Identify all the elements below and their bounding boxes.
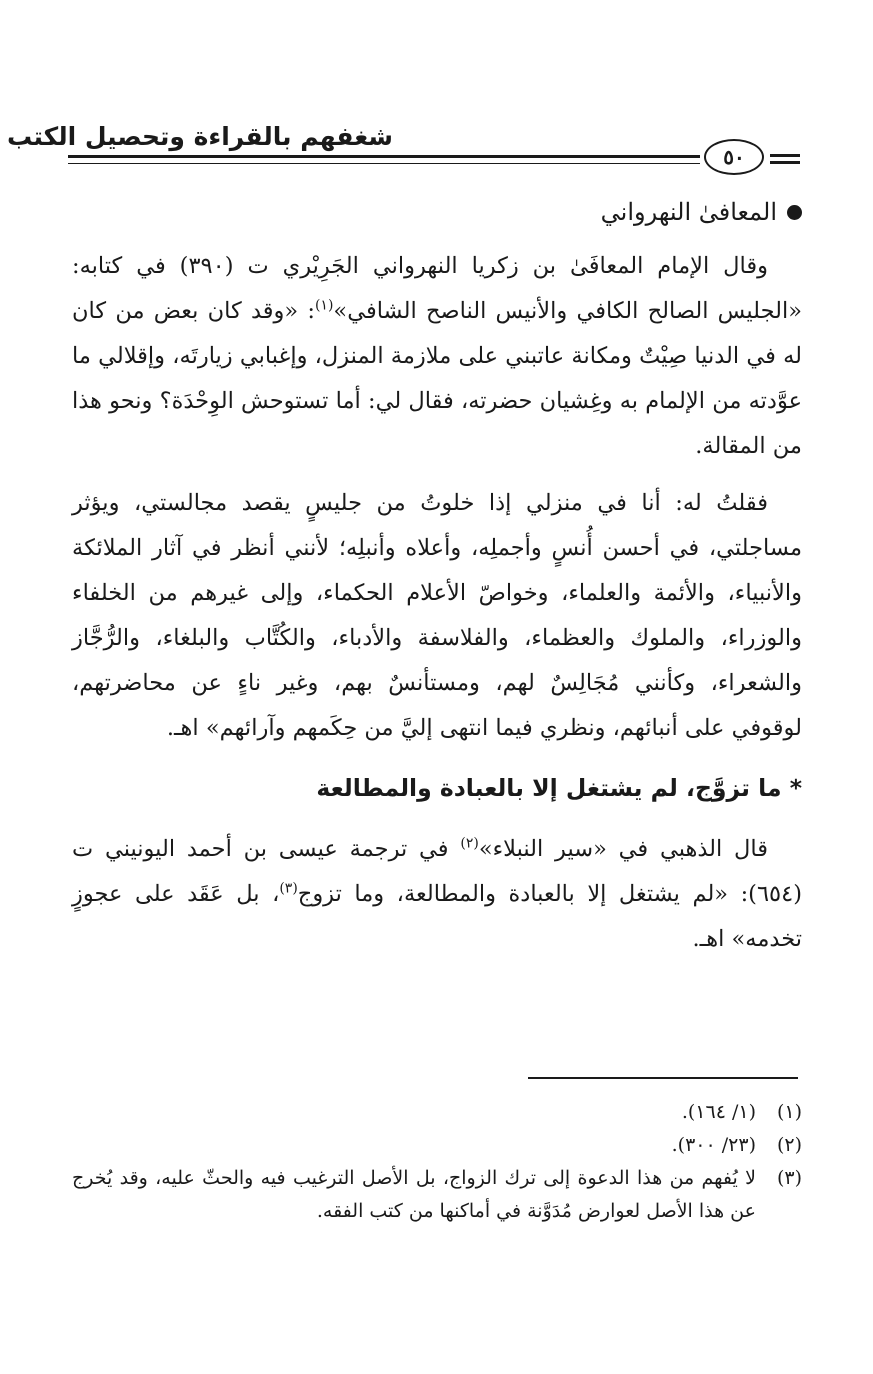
header-bars: [770, 154, 800, 168]
section-title: [72, 188, 802, 236]
paragraph-3-text-c: ، بل عَقَد على عجوزٍ تخدمه» اهـ.: [72, 881, 802, 952]
running-header: [7, 122, 803, 178]
footnote-ref-2: (٢): [460, 835, 479, 852]
paragraph-3: [72, 827, 802, 962]
footnotes: [72, 1096, 802, 1228]
paragraph-1-text-a: وقال الإمام المعافَىٰ بن زكريا النهرواني الجَرِيْري ت (٣٩٠) في كتابه: «الجليس الصالح الكافي والأنيس الناصح الشافي»: [72, 253, 802, 324]
header-rule: [68, 155, 700, 164]
paragraph-3-text-b: في ترجمة عيسى بن أحمد اليونيني ت (٦٥٤): «لم يشتغل إلا بالعبادة والمطالعة، وما تزوج: [72, 836, 802, 907]
footnote-1: [72, 1096, 802, 1129]
footnote-number: (١): [776, 1101, 802, 1123]
paragraph-1-text-b: : «وقد كان بعض من كان له في الدنيا صِيْتٌ ومكانة عاتبني على ملازمة المنزل، وإغبابي زيارتَه، وإقلالي ما عوَّدته من الإلمام به وغِشيان حضرته، فقال لي: أما تستوحش الوِحْدَة؟ ونحو هذا من المقالة.: [72, 298, 802, 459]
bullet-icon: [787, 205, 802, 220]
paragraph-1: [72, 244, 802, 469]
footnote-number: (٢): [776, 1134, 802, 1156]
footnote-text: (٢٣/ ٣٠٠).: [671, 1134, 756, 1156]
main-content: [72, 188, 802, 974]
footnote-text: (١/ ١٦٤).: [681, 1101, 756, 1123]
footnote-ref-3: (٣): [279, 880, 298, 897]
page-number: ٥٠: [704, 139, 764, 175]
footnote-text: لا يُفهم من هذا الدعوة إلى ترك الزواج، بل الأصل الترغيب فيه والحثّ عليه، وقد يُخرج عن هذا الأصل لعوارض مُدَوَّنة في أماكنها من كتب الفقه.: [72, 1167, 756, 1222]
section-title-text: المعافىٰ النهرواني: [600, 198, 777, 226]
paragraph-2: فقلتُ له: أنا في منزلي إذا خلوتُ من جليسٍ يقصد مجالستي، ويؤثر مساجلتي، في أحسن أُنسٍ وأجملِه، وأعلاه وأنبلِه؛ لأنني أنظر في آثار الملائكة والأنبياء، والأئمة والعلماء، وخواصّ الأعلام الحكماء، وإلى غيرهم من الخلفاء والوزراء، والملوك والعظماء، والفلاسفة والأدباء، والكُتَّاب والبلغاء، والرُّجَّاز والشعراء، وكأنني مُجَالِسٌ لهم، ومستأنسٌ بهم، وغير ناءٍ عن محاضرتهم، لوقوفي على أنبائهم، ونظري فيما انتهى إليَّ من حِكَمهم وآرائهم» اهـ.: [72, 490, 802, 741]
subheading: * ما تزوَّج، لم يشتغل إلا بالعبادة والمطالعة: [316, 774, 802, 802]
header-title: شغفهم بالقراءة وتحصيل الكتب: [7, 122, 393, 151]
footnote-ref-1: (١): [314, 297, 334, 314]
footnote-3: [72, 1162, 802, 1228]
footnote-number: (٣): [776, 1167, 802, 1189]
footnote-separator: [528, 1077, 798, 1079]
paragraph-3-text-a: قال الذهبي في «سير النبلاء»: [478, 836, 769, 862]
footnote-2: [72, 1129, 802, 1162]
